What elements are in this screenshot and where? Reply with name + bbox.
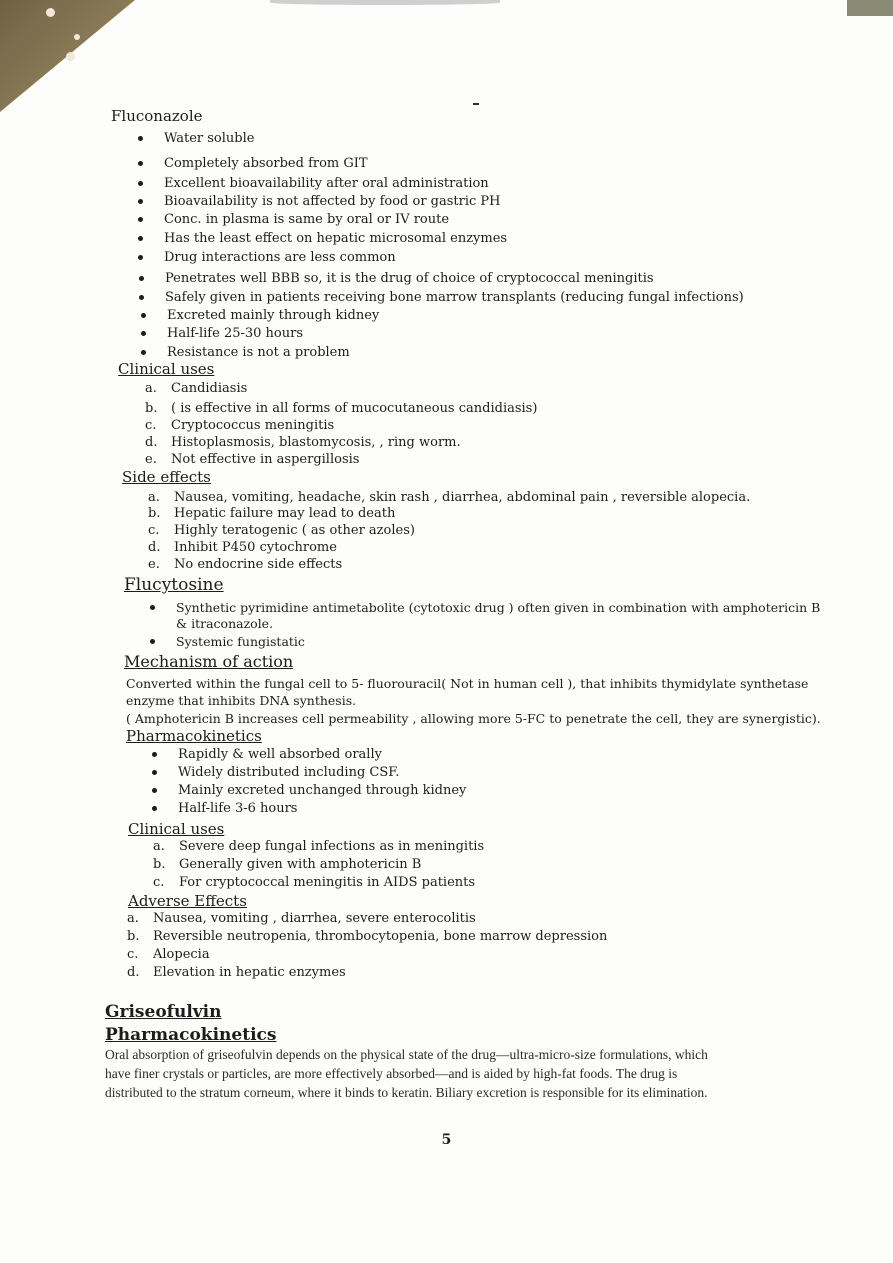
mechanism-line: ( Amphotericin B increases cell permeability , allowing more 5-FC to penetrate the cell, they are synergistic).	[126, 711, 821, 726]
list-item: Completely absorbed from GIT	[164, 156, 368, 171]
list-item: Rapidly & well absorbed orally	[178, 747, 382, 762]
fluconazole-heading: Fluconazole	[111, 107, 203, 125]
list-item: c. Highly teratogenic ( as other azoles)	[148, 523, 415, 538]
list-item: Water soluble	[164, 131, 254, 146]
list-item: Mainly excreted unchanged through kidney	[178, 783, 466, 798]
mechanism-line: Converted within the fungal cell to 5- fluorouracil( Not in human cell ), that inhibits thymidylate synthetase	[126, 676, 809, 691]
list-item: Bioavailability is not affected by food or gastric PH	[164, 194, 501, 209]
side-effects-heading: Side effects	[122, 468, 211, 486]
list-item: Widely distributed including CSF.	[178, 765, 399, 780]
list-item: Safely given in patients receiving bone marrow transplants (reducing fungal infections)	[165, 290, 744, 305]
mechanism-line: enzyme that inhibits DNA synthesis.	[126, 693, 357, 708]
list-item: Drug interactions are less common	[164, 250, 396, 265]
list-item: Resistance is not a problem	[167, 345, 350, 360]
list-item: b. Hepatic failure may lead to death	[148, 506, 396, 521]
list-item: d. Histoplasmosis, blastomycosis, , ring worm.	[145, 435, 461, 450]
list-item: Systemic fungistatic	[176, 634, 305, 649]
adverse-effects-heading: Adverse Effects	[128, 892, 247, 910]
pharmacokinetics-heading: Pharmacokinetics	[105, 1025, 277, 1045]
mechanism-heading: Mechanism of action	[124, 652, 294, 671]
clinical-uses-heading: Clinical uses	[118, 360, 215, 378]
flucytosine-heading: Flucytosine	[124, 575, 224, 595]
list-item: Excreted mainly through kidney	[167, 308, 379, 323]
list-item: c. For cryptococcal meningitis in AIDS patients	[153, 875, 476, 890]
list-item: c. Alopecia	[127, 947, 210, 962]
list-item: d. Inhibit P450 cytochrome	[148, 540, 337, 555]
list-item: a. Candidiasis	[145, 381, 248, 396]
list-item-continuation: & itraconazole.	[176, 616, 274, 631]
list-item: Synthetic pyrimidine antimetabolite (cytotoxic drug ) often given in combination with amphotericin B	[176, 600, 820, 615]
griseofulvin-paragraph-line: Oral absorption of griseofulvin depends on the physical state of the drug—ultra-micro-size formulations, which	[105, 1047, 708, 1062]
list-item: c. Cryptococcus meningitis	[145, 418, 335, 433]
griseofulvin-heading: Griseofulvin	[105, 1002, 222, 1022]
list-item: e. No endocrine side effects	[148, 557, 343, 572]
list-item: Conc. in plasma is same by oral or IV route	[164, 212, 449, 227]
page-number: 5	[441, 1132, 452, 1148]
list-item: b. Generally given with amphotericin B	[153, 857, 422, 872]
list-item: Penetrates well BBB so, it is the drug of choice of cryptococcal meningitis	[165, 271, 654, 286]
clinical-uses-heading: Clinical uses	[128, 820, 225, 838]
list-item: a. Nausea, vomiting, headache, skin rash , diarrhea, abdominal pain , reversible alopecia.	[148, 490, 751, 505]
list-item: Half-life 3-6 hours	[178, 801, 297, 816]
list-item: d. Elevation in hepatic enzymes	[127, 965, 346, 980]
list-item: a. Severe deep fungal infections as in meningitis	[153, 839, 485, 854]
griseofulvin-paragraph-line: distributed to the stratum corneum, where it binds to keratin. Biliary excretion is responsible for its elimination.	[105, 1085, 708, 1100]
list-item: b. Reversible neutropenia, thrombocytopenia, bone marrow depression	[127, 929, 608, 944]
griseofulvin-paragraph-line: have finer crystals or particles, are more effectively absorbed—and is aided by high-fat foods. The drug is	[105, 1066, 678, 1081]
list-item: Excellent bioavailability after oral administration	[164, 176, 489, 191]
pharmacokinetics-heading: Pharmacokinetics	[126, 727, 262, 745]
list-item: b. ( is effective in all forms of mucocutaneous candidiasis)	[145, 401, 538, 416]
list-item: Has the least effect on hepatic microsomal enzymes	[164, 231, 507, 246]
list-item: e. Not effective in aspergillosis	[145, 452, 360, 467]
list-item: Half-life 25-30 hours	[167, 326, 303, 341]
list-item: a. Nausea, vomiting , diarrhea, severe enterocolitis	[127, 911, 476, 926]
